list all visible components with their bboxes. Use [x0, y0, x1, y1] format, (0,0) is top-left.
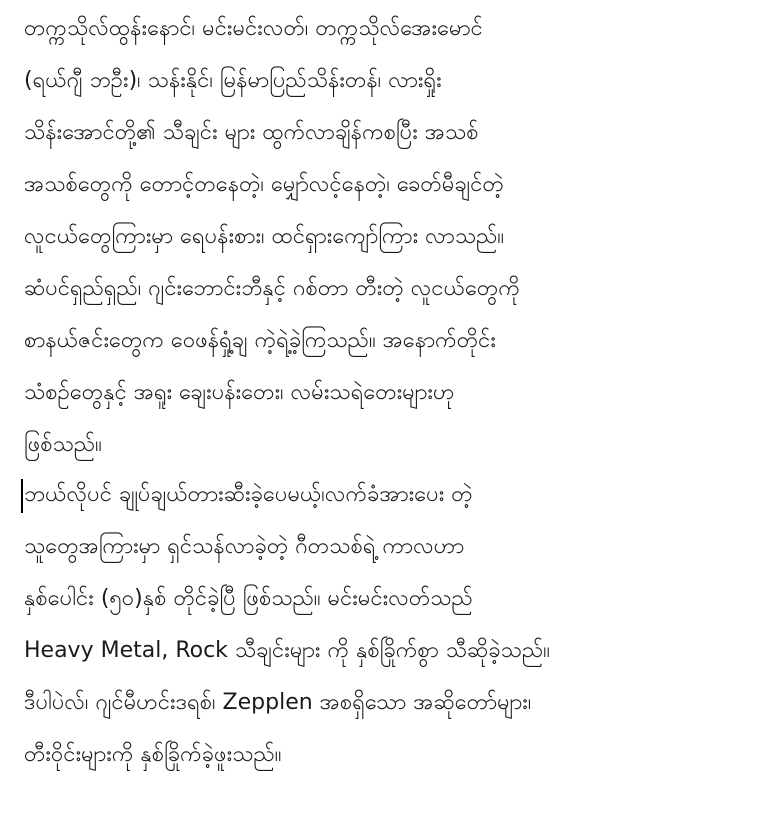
text-line: လူငယ်တွေကြားမှာ ရေပန်းစား၊ ထင်ရှားကျော်ကြား လာသည်။: [24, 224, 505, 249]
text-line: ဆံပင်ရှည်ရှည်၊ ဂျင်းဘောင်းဘီနှင့် ဂစ်တာ တီးတဲ့ လူငယ်တွေကို: [24, 276, 520, 301]
text-line: ဒီပါပဲလ်၊ ဂျင်မီဟင်းဒရစ်၊ Zepplen အစရှိသော အဆိုတော်များ၊: [24, 690, 532, 715]
text-line: စာနယ်ဇင်းတွေက ဝေဖန်ရှုံ့ချ ကဲ့ရဲ့ခဲ့ကြသည်။ အနောက်တိုင်း: [24, 328, 496, 353]
paragraph-1: [24, 0, 754, 471]
text-line: သံစဉ်တွေနှင့် အရူး ချေးပန်းတေး၊ လမ်းသရဲတေးများဟု: [24, 380, 455, 405]
text-line: (ရယ်ဂျီ ဘဦး)၊ သန်းနိုင်၊ မြန်မာပြည်သိန်းတန်၊ လားရှိုး: [24, 68, 442, 93]
text-line: တီးဝိုင်းများကို နှစ်ခြိုက်ခဲ့ဖူးသည်။: [24, 742, 282, 767]
text-line: သိန်းအောင်တို့၏ သီချင်း များ ထွက်လာချိန်ကစပြီး အသစ်: [24, 120, 479, 145]
text-line: နှစ်ပေါင်း (၅၀)နှစ် တိုင်ခဲ့ပြီ ဖြစ်သည်။ မင်းမင်းလတ်သည်: [24, 586, 473, 611]
text-cursor: [21, 479, 23, 513]
text-line: Heavy Metal, Rock သီချင်းများ ကို နှစ်ခြိုက်စွာ သီဆိုခဲ့သည်။: [24, 638, 550, 663]
paragraph-2: [24, 469, 754, 781]
document-body[interactable]: [24, 0, 754, 781]
text-line: ဖြစ်သည်။: [24, 432, 102, 457]
text-line: ဘယ်လိုပင် ချုပ်ချယ်တားဆီးခဲ့ပေမယ့်၊လက်ခံအားပေး တဲ့: [24, 482, 473, 507]
text-line: တက္ကသိုလ်ထွန်းနောင်၊ မင်းမင်းလတ်၊ တက္ကသိုလ်အေးမောင်: [24, 16, 483, 41]
text-line: သူတွေအကြားမှာ ရှင်သန်လာခဲ့တဲ့ ဂီတသစ်ရဲ့ ကာလဟာ: [24, 534, 465, 559]
text-line: အသစ်တွေကို တောင့်တနေတဲ့၊ မျှော်လင့်နေတဲ့၊ ခေတ်မီချင်တဲ့: [24, 172, 504, 197]
cursor-line-wrapper: [24, 469, 754, 521]
